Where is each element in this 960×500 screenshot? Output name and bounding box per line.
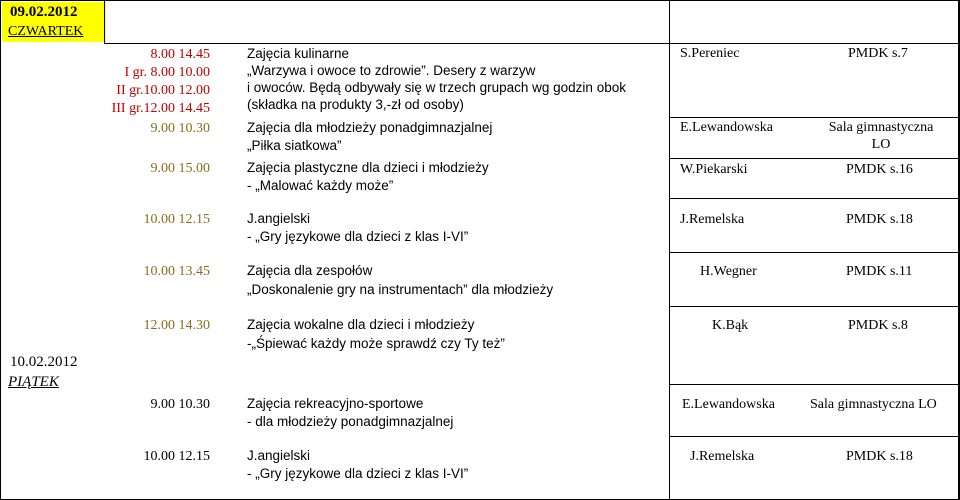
activity-line: „Doskonalenie gry na instrumentach” dla młodzieży [247, 282, 554, 297]
room: PMDK s.8 [848, 318, 908, 333]
room-building: LO [871, 137, 891, 152]
row-divider-7 [670, 384, 960, 385]
time-range: 10.00 12.15 [143, 212, 210, 227]
time-group-2: II gr.10.00 12.00 [116, 83, 210, 98]
instructor: S.Pereniec [680, 46, 740, 61]
activity-title: Zajęcia rekreacyjno-sportowe [247, 396, 424, 411]
room: PMDK s.11 [846, 264, 913, 279]
thursday-day: CZWARTEK [8, 24, 84, 39]
row-divider-5 [670, 252, 960, 253]
room: PMDK s.18 [846, 212, 913, 227]
activity-title: Zajęcia dla zespołów [247, 263, 373, 278]
row-divider-3 [670, 158, 960, 159]
row-divider-2 [670, 117, 960, 118]
row-divider-6 [670, 306, 960, 307]
room: PMDK s.16 [846, 162, 913, 177]
instructor: W.Piekarski [680, 162, 748, 177]
time-range: 10.00 13.45 [143, 264, 210, 279]
time-range: 10.00 12.15 [143, 449, 210, 464]
time-range: 9.00 15.00 [150, 161, 210, 176]
table-border-left [0, 0, 1, 500]
time-range: 8.00 14.45 [150, 47, 210, 62]
activity-title: J.angielski [247, 448, 311, 463]
activity-title: Zajęcia plastyczne dla dzieci i młodzieży [247, 160, 489, 175]
room: PMDK s.7 [848, 46, 908, 61]
row-divider-8 [670, 436, 960, 437]
thursday-date: 09.02.2012 [10, 4, 78, 20]
activity-title: Zajęcia kulinarne [247, 46, 350, 61]
activity-title: J.angielski [247, 211, 311, 226]
time-range: 9.00 10.30 [150, 397, 210, 412]
activity-line: -„Śpiewać każdy może sprawdź czy Ty też” [247, 336, 505, 351]
instructor: J.Remelska [690, 449, 755, 464]
row-divider-4 [670, 198, 960, 199]
time-group-1: I gr. 8.00 10.00 [124, 65, 210, 80]
room: PMDK s.18 [846, 449, 913, 464]
row-divider-1 [104, 43, 960, 44]
column-divider-date-top [104, 0, 105, 44]
time-range: 9.00 10.30 [150, 121, 210, 136]
instructor: J.Remelska [680, 212, 745, 227]
activity-line: - „Malować każdy może” [247, 178, 394, 193]
instructor: H.Wegner [700, 264, 757, 279]
activity-line: - dla młodzieży ponadgimnazjalnej [247, 414, 454, 429]
table-border-top [0, 0, 960, 1]
instructor: E.Lewandowska [682, 397, 775, 412]
instructor: E.Lewandowska [680, 120, 773, 135]
room: Sala gimnastyczna [828, 120, 934, 135]
activity-line: (składka na produkty 3,-zł od osoby) [247, 97, 464, 112]
time-range: 12.00 14.30 [143, 318, 210, 333]
friday-day: PIĄTEK [8, 374, 59, 390]
activity-line: - „Gry językowe dla dzieci z klas I-VI” [247, 229, 469, 244]
activity-line: i owoców. Będą odbywały się w trzech grupach wg godzin obok [247, 80, 626, 95]
instructor: K.Bąk [712, 318, 749, 333]
activity-line: „Warzywa i owoce to zdrowie”. Desery z warzyw [247, 63, 536, 78]
time-group-3: III gr.12.00 14.45 [111, 101, 210, 116]
friday-date: 10.02.2012 [10, 354, 78, 370]
room: Sala gimnastyczna LO [810, 397, 937, 412]
column-divider-activity [669, 0, 670, 500]
activity-line: - „Gry językowe dla dzieci z klas I-VI” [247, 466, 469, 481]
activity-title: Zajęcia wokalne dla dzieci i młodzieży [247, 317, 475, 332]
activity-line: „Piłka siatkowa” [247, 138, 342, 153]
activity-title: Zajęcia dla młodzieży ponadgimnazjalnej [247, 120, 493, 135]
